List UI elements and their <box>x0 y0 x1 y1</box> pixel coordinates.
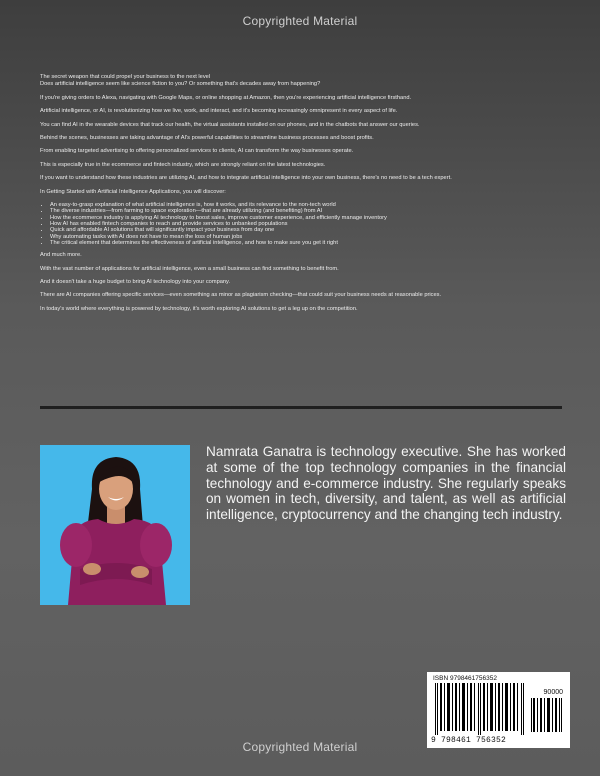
description-paragraph: This is especially true in the ecommerce and fintech industry, which are strongly reliant on the latest technologies. <box>40 161 326 168</box>
description-paragraph: If you want to understand how these industries are utilizing AI, and how to integrate artificial intelligence into your own business, there's no need to be a tech expert. <box>40 175 452 182</box>
description-paragraph: Behind the scenes, businesses are taking advantage of AI's powerful capabilities to streamline business processes and boost profits. <box>40 135 374 142</box>
list-item: • Quick and affordable AI solutions that will significantly impact your business from day one <box>50 227 562 233</box>
description-paragraph: Artificial intelligence, or AI, is revolutionizing how we live, work, and interact, and it's becoming increasingly omnipresent in every aspect of life. <box>40 108 398 115</box>
price-code: 90000 <box>543 689 563 696</box>
description-paragraph: And it doesn't take a huge budget to bring AI technology into your company. <box>40 278 231 285</box>
list-item: • The critical element that determines the effectiveness of artificial intelligence, and how to make sure you get it right <box>50 240 562 246</box>
description-paragraph: In today's world where everything is powered by technology, it's worth exploring AI solutions to get a leg up on the competition. <box>40 305 358 312</box>
description-headline <box>40 74 562 89</box>
list-item: • The diverse industries—from farming to space exploration—that are already utilizing (and benefiting) from AI <box>50 208 562 214</box>
author-bio: Namrata Ganatra is technology executive. She has worked at some of the top technology companies in the financial technology and e-commerce industry. She regularly speaks on women in tech, diversity, and talent, as well as artificial intelligence, cryptocurrency and the changing tech industry. <box>206 444 566 523</box>
description-paragraph: From enabling targeted advertising to offering personalized services to clients, AI can transform the way businesses operate. <box>40 148 354 155</box>
list-item: • How AI has enabled fintech companies to reach and provide services to unbanked populations <box>50 221 562 227</box>
addon-barcode-icon <box>531 698 563 732</box>
description-paragraph: In Getting Started with Artificial Intelligence Applications, you will discover: <box>40 188 226 195</box>
list-item: • An easy-to-grasp explanation of what artificial intelligence is, how it works, and its relevance to the non-tech world <box>50 202 562 208</box>
watermark-top: Copyrighted Material <box>242 14 358 28</box>
list-item: • How the ecommerce industry is applying AI technology to boost sales, improve customer experience, and efficiently manage inventory <box>50 215 562 221</box>
headline-line-2: Does artificial intelligence seem like science fiction to you? Or something that's decades away from happening? <box>40 81 321 88</box>
description-paragraph: You can find AI in the wearable devices that track our health, the virtual assistants installed on our phones, and in the chatbots that answer our queries. <box>40 121 420 128</box>
description-paragraph: And much more. <box>40 252 82 259</box>
isbn-label: ISBN 9798461756352 <box>433 675 497 682</box>
watermark-bottom: Copyrighted Material <box>242 740 358 754</box>
discover-list <box>40 202 562 246</box>
description-paragraph: With the vast number of applications for artificial intelligence, even a small business can find something to benefit from. <box>40 265 339 272</box>
book-description <box>40 74 562 319</box>
headline-line-1: The secret weapon that could propel your business to the next level <box>40 74 211 80</box>
isbn-barcode <box>427 672 570 748</box>
description-paragraph: There are AI companies offering specific services—even something as minor as plagiarism checking—that could suit your business needs at reasonable prices. <box>40 292 442 299</box>
isbn-digits: 9 798461 756352 <box>431 736 507 745</box>
description-paragraph: If you're giving orders to Alexa, navigating with Google Maps, or online shopping at Amazon, then you're experiencing artificial intelligence firsthand. <box>40 94 412 101</box>
author-photo <box>40 445 190 605</box>
section-divider <box>40 406 562 409</box>
author-portrait-illustration <box>40 445 190 605</box>
barcode-bars-icon <box>434 683 526 735</box>
list-item: • Why automating tasks with AI does not have to mean the loss of human jobs <box>50 234 562 240</box>
